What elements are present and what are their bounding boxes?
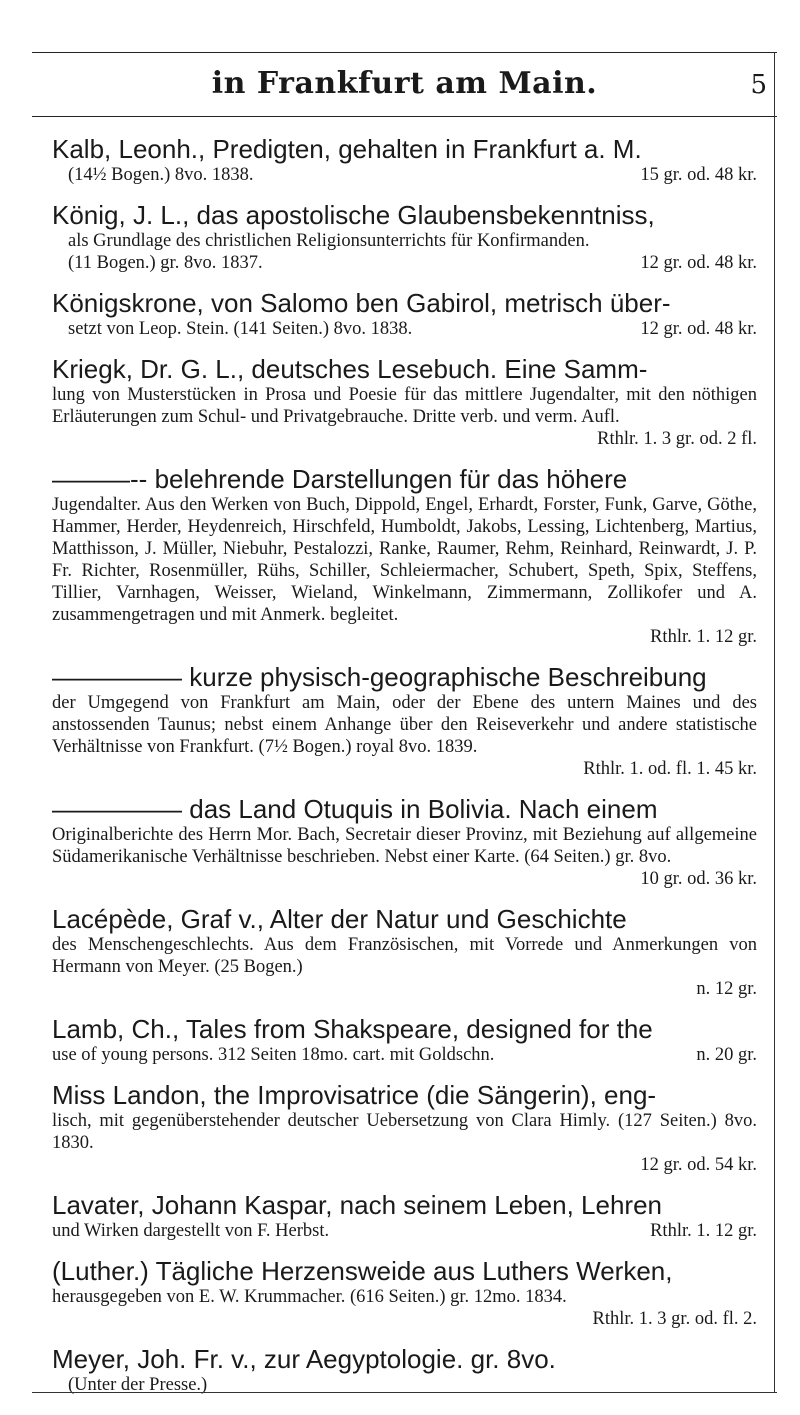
entry-body: lisch, mit gegenüberstehender deutscher Uebersetzung von Clara Himly. (127 Seiten.) 8vo. 1830. bbox=[52, 1111, 757, 1153]
entry-price: Rthlr. 1. od. fl. 1. 45 kr. bbox=[583, 759, 757, 779]
top-rule bbox=[32, 52, 777, 53]
entry-body: des Menschengeschlechts. Aus dem Französischen, mit Vorrede und Anmerkungen von Hermann von Meyer. (25 Bogen.) bbox=[52, 935, 757, 977]
entry-headline: belehrende Darstellungen für das höhere bbox=[154, 464, 628, 494]
entry-body: lung von Musterstücken in Prosa und Poesie für das mittlere Jugendalter, mit den nöthigen Erläuterungen zum Schul- und Privatgebrauche. Dritte verb. und verm. Aufl. bbox=[52, 385, 757, 427]
running-head: in Frankfurt am Main. bbox=[211, 66, 598, 101]
entry-headline: Kriegk, Dr. G. L., deutsches Lesebuch. Eine Samm- bbox=[52, 354, 648, 384]
catalog-entry bbox=[52, 200, 757, 274]
right-rule bbox=[774, 52, 775, 1392]
page-number: 5 bbox=[750, 70, 767, 100]
entry-headline: Lacépède, Graf v., Alter der Natur und Geschichte bbox=[52, 904, 627, 934]
entry-body: Originalberichte des Herrn Mor. Bach, Secretair dieser Provinz, mit Beziehung auf allgemeine Südamerikanische Verhältnisse beschrieben. Nebst einer Karte. (64 Seiten.) gr. 8vo. bbox=[52, 825, 757, 867]
entry-headline: Königskrone, von Salomo ben Gabirol, metrisch über- bbox=[52, 288, 671, 318]
entry-price: 15 gr. od. 48 kr. bbox=[640, 165, 757, 185]
entry-body: herausgegeben von E. W. Krummacher. (616 Seiten.) gr. 12mo. 1834. bbox=[52, 1287, 567, 1307]
entry-body: use of young persons. 312 Seiten 18mo. cart. mit Goldschn. bbox=[52, 1045, 495, 1065]
entry-line2: als Grundlage des christlichen Religionsunterrichts für Konfirmanden. bbox=[68, 231, 590, 251]
catalog-entries bbox=[52, 134, 757, 1410]
catalog-entry bbox=[52, 904, 757, 1000]
entry-price: 12 gr. od. 48 kr. bbox=[640, 319, 757, 339]
entry-price: Rthlr. 1. 3 gr. od. fl. 2. bbox=[592, 1309, 757, 1329]
entry-price: 12 gr. od. 48 kr. bbox=[640, 253, 757, 273]
entry-body: (Unter der Presse.) bbox=[68, 1375, 208, 1395]
entry-headline: Kalb, Leonh., Predigten, gehalten in Frankfurt a. M. bbox=[52, 134, 642, 164]
entry-headline: das Land Otuquis in Bolivia. Nach einem bbox=[189, 794, 658, 824]
ditto-dash: ————— bbox=[52, 662, 182, 692]
catalog-entry bbox=[52, 1344, 757, 1396]
catalog-entry bbox=[52, 1256, 757, 1330]
entry-price: 10 gr. od. 36 kr. bbox=[640, 869, 757, 889]
entry-price: Rthlr. 1. 12 gr. bbox=[650, 1221, 757, 1241]
entry-headline: kurze physisch-geographische Beschreibung bbox=[189, 662, 707, 692]
entry-body: und Wirken dargestellt von F. Herbst. bbox=[52, 1221, 330, 1241]
catalog-entry bbox=[52, 662, 757, 780]
catalog-entry bbox=[52, 794, 757, 890]
entry-details: (14½ Bogen.) 8vo. 1838. bbox=[68, 165, 254, 185]
ditto-dash: ———‑‑ bbox=[52, 464, 148, 494]
entry-body: Jugendalter. Aus den Werken von Buch, Dippold, Engel, Erhardt, Forster, Funk, Garve, Göthe, Hammer, Herder, Heydenreich, Hirschfeld, Humboldt, Jakobs, Lessing, Lichtenberg, Martius, Matthisson, J. Müller, Niebuhr, Pestalozzi, Ranke, Raumer, Rehm, Reinhard, Reinwardt, J. P. Fr. Richter, Rosenmüller, Rühs, Schiller, Schleiermacher, Schubert, Speth, Spix, Steffens, Tillier, Varnhagen, Weisser, Wieland, Winkelmann, Zimmermann, Zollikofer und A. zusammengetragen und mit Anmerk. begleitet. bbox=[52, 495, 757, 625]
entry-price: n. 12 gr. bbox=[696, 979, 757, 999]
entry-headline: Lavater, Johann Kaspar, nach seinem Leben, Lehren bbox=[52, 1190, 662, 1220]
entry-line2: setzt von Leop. Stein. (141 Seiten.) 8vo. 1838. bbox=[68, 319, 413, 339]
entry-headline: Miss Landon, the Improvisatrice (die Sängerin), eng- bbox=[52, 1080, 657, 1110]
entry-headline: Lamb, Ch., Tales from Shakspeare, designed for the bbox=[52, 1014, 653, 1044]
entry-body: der Umgegend von Frankfurt am Main, oder der Ebene des untern Maines und des anstossenden Taunus; nebst einem Anhange über den Reiseverkehr und andere statistische Verhältnisse von Frankfurt. (7½ Bogen.) royal 8vo. 1839. bbox=[52, 693, 757, 757]
catalog-entry bbox=[52, 1014, 757, 1066]
entry-price: Rthlr. 1. 3 gr. od. 2 fl. bbox=[597, 429, 757, 449]
ditto-dash: ————— bbox=[52, 794, 182, 824]
header-rule bbox=[32, 116, 777, 117]
entry-headline: (Luther.) Tägliche Herzensweide aus Luthers Werken, bbox=[52, 1256, 673, 1286]
entry-price: n. 20 gr. bbox=[696, 1045, 757, 1065]
book-page bbox=[32, 0, 777, 1415]
entry-price: 12 gr. od. 54 kr. bbox=[640, 1155, 757, 1175]
entry-headline: König, J. L., das apostolische Glaubensbekenntniss, bbox=[52, 200, 655, 230]
entry-price: Rthlr. 1. 12 gr. bbox=[650, 627, 757, 647]
catalog-entry bbox=[52, 288, 757, 340]
bottom-rule bbox=[32, 1392, 777, 1393]
catalog-entry bbox=[52, 354, 757, 450]
catalog-entry bbox=[52, 134, 757, 186]
entry-headline: Meyer, Joh. Fr. v., zur Aegyptologie. gr. 8vo. bbox=[52, 1344, 556, 1374]
catalog-entry bbox=[52, 1190, 757, 1242]
catalog-entry bbox=[52, 1080, 757, 1176]
entry-details: (11 Bogen.) gr. 8vo. 1837. bbox=[68, 253, 263, 273]
catalog-entry bbox=[52, 464, 757, 648]
